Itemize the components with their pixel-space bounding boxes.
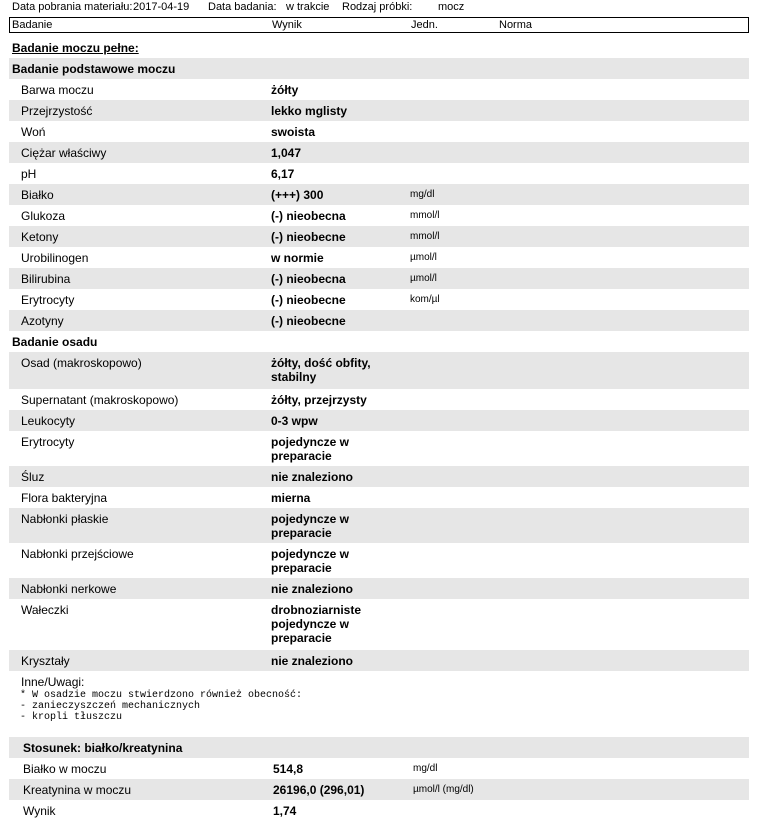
test-name: Erytrocyty: [21, 293, 75, 307]
test-result: (-) nieobecne: [271, 230, 346, 244]
test-result: pojedyncze w preparacie: [271, 435, 350, 463]
test-result: nie znaleziono: [271, 582, 354, 596]
ratio-unit: mg/dl: [413, 763, 438, 774]
result-row: [9, 163, 749, 184]
result-row: [9, 431, 749, 466]
result-row: [9, 650, 749, 671]
panel-title-row: [9, 37, 749, 58]
collection-date: 2017-04-19: [133, 1, 190, 13]
result-row: [9, 142, 749, 163]
test-result: (-) nieobecne: [271, 293, 346, 307]
test-unit: kom/µl: [410, 294, 440, 305]
ratio-name: Kreatynina w moczu: [23, 783, 132, 797]
test-result: (+++) 300: [271, 188, 324, 202]
result-row: [9, 508, 749, 543]
test-name: Nabłonki przejściowe: [21, 547, 134, 561]
test-result: pojedyncze w preparacie: [271, 547, 350, 575]
test-result: (-) nieobecna: [271, 272, 346, 286]
test-name: Osad (makroskopowo): [21, 356, 142, 370]
result-row: [9, 578, 749, 599]
test-name: Przejrzystość: [21, 104, 93, 118]
test-name: Flora bakteryjna: [21, 491, 108, 505]
result-row: [9, 389, 749, 410]
result-row: [9, 205, 749, 226]
result-row: [9, 268, 749, 289]
sample-type-label: Rodzaj próbki:: [342, 1, 413, 13]
ratio-result: 1,74: [273, 804, 297, 818]
ratio-result: 514,8: [273, 762, 304, 776]
section-header-row: [9, 331, 749, 352]
ratio-name: Wynik: [23, 804, 56, 818]
result-row: [9, 289, 749, 310]
test-unit: mg/dl: [410, 189, 435, 200]
test-name: Bilirubina: [21, 272, 71, 286]
ratio-row: [9, 779, 749, 800]
column-unit: Jedn.: [411, 19, 438, 31]
section-header-row: [9, 58, 749, 79]
test-name: Leukocyty: [21, 414, 76, 428]
test-name: Supernatant (makroskopowo): [21, 393, 179, 407]
test-name: Glukoza: [21, 209, 66, 223]
test-result: swoista: [271, 125, 316, 139]
test-unit: µmol/l: [410, 273, 437, 284]
test-date: w trakcie: [286, 1, 330, 13]
section-header: Badanie podstawowe moczu: [12, 62, 176, 76]
test-name: Ciężar właściwy: [21, 146, 107, 160]
test-result: żółty: [271, 83, 299, 97]
test-name: Erytrocyty: [21, 435, 75, 449]
ratio-header-row: [9, 737, 749, 758]
result-row: [9, 121, 749, 142]
test-name: Ketony: [21, 230, 59, 244]
test-result: 6,17: [271, 167, 295, 181]
test-unit: mmol/l: [410, 231, 440, 242]
result-row: [9, 543, 749, 578]
sample-type: mocz: [438, 1, 465, 13]
test-name: Azotyny: [21, 314, 64, 328]
result-row: [9, 599, 749, 650]
result-row: [9, 352, 749, 389]
test-result: żółty, dość obfity, stabilny: [271, 356, 371, 384]
ratio-row: [9, 800, 749, 821]
column-header: [9, 17, 749, 33]
test-name: Woń: [21, 125, 46, 139]
column-norm: Norma: [499, 19, 533, 31]
test-name: Barwa moczu: [21, 83, 94, 97]
test-name: Urobilinogen: [21, 251, 89, 265]
ratio-row: [9, 758, 749, 779]
test-name: pH: [21, 167, 37, 181]
ratio-header: Stosunek: białko/kreatynina: [23, 741, 183, 755]
result-row: [9, 410, 749, 431]
ratio-name: Białko w moczu: [23, 762, 107, 776]
result-row: [9, 100, 749, 121]
result-row: [9, 247, 749, 268]
test-name: Białko: [21, 188, 54, 202]
ratio-result: 26196,0 (296,01): [273, 783, 365, 797]
test-name: Kryształy: [21, 654, 70, 668]
result-row: [9, 466, 749, 487]
test-result: (-) nieobecne: [271, 314, 346, 328]
test-result: lekko mglisty: [271, 104, 348, 118]
test-name: Nabłonki płaskie: [21, 512, 109, 526]
test-result: mierna: [271, 491, 311, 505]
column-result: Wynik: [272, 19, 302, 31]
test-result: (-) nieobecna: [271, 209, 346, 223]
result-row: [9, 487, 749, 508]
column-test: Badanie: [12, 19, 53, 31]
section-header: Badanie osadu: [12, 335, 98, 349]
ratio-unit: µmol/l (mg/dl): [413, 784, 474, 795]
test-result: w normie: [271, 251, 324, 265]
test-result: 1,047: [271, 146, 302, 160]
test-result: nie znaleziono: [271, 654, 354, 668]
test-result: pojedyncze w preparacie: [271, 512, 350, 540]
test-name: Wałeczki: [21, 603, 69, 617]
test-unit: mmol/l: [410, 210, 440, 221]
result-row: [9, 184, 749, 205]
test-result: żółty, przejrzysty: [271, 393, 367, 407]
collection-date-label: Data pobrania materiału:: [12, 1, 133, 13]
test-date-label: Data badania:: [208, 1, 277, 13]
panel-title: Badanie moczu pełne:: [12, 41, 139, 55]
notes-row: [9, 671, 749, 689]
result-row: [9, 79, 749, 100]
result-row: [9, 226, 749, 247]
test-result: drobnoziarniste pojedyncze w preparacie: [271, 603, 362, 645]
test-unit: µmol/l: [410, 252, 437, 263]
test-result: nie znaleziono: [271, 470, 354, 484]
test-result: 0-3 wpw: [271, 414, 318, 428]
notes-label: Inne/Uwagi:: [21, 675, 85, 689]
test-name: Śluz: [21, 470, 45, 484]
test-name: Nabłonki nerkowe: [21, 582, 117, 596]
notes-text: * W osadzie moczu stwierdzono również obecność: - zanieczyszczeń mechanicznych - kropli tłuszczu: [20, 690, 303, 723]
result-row: [9, 310, 749, 331]
